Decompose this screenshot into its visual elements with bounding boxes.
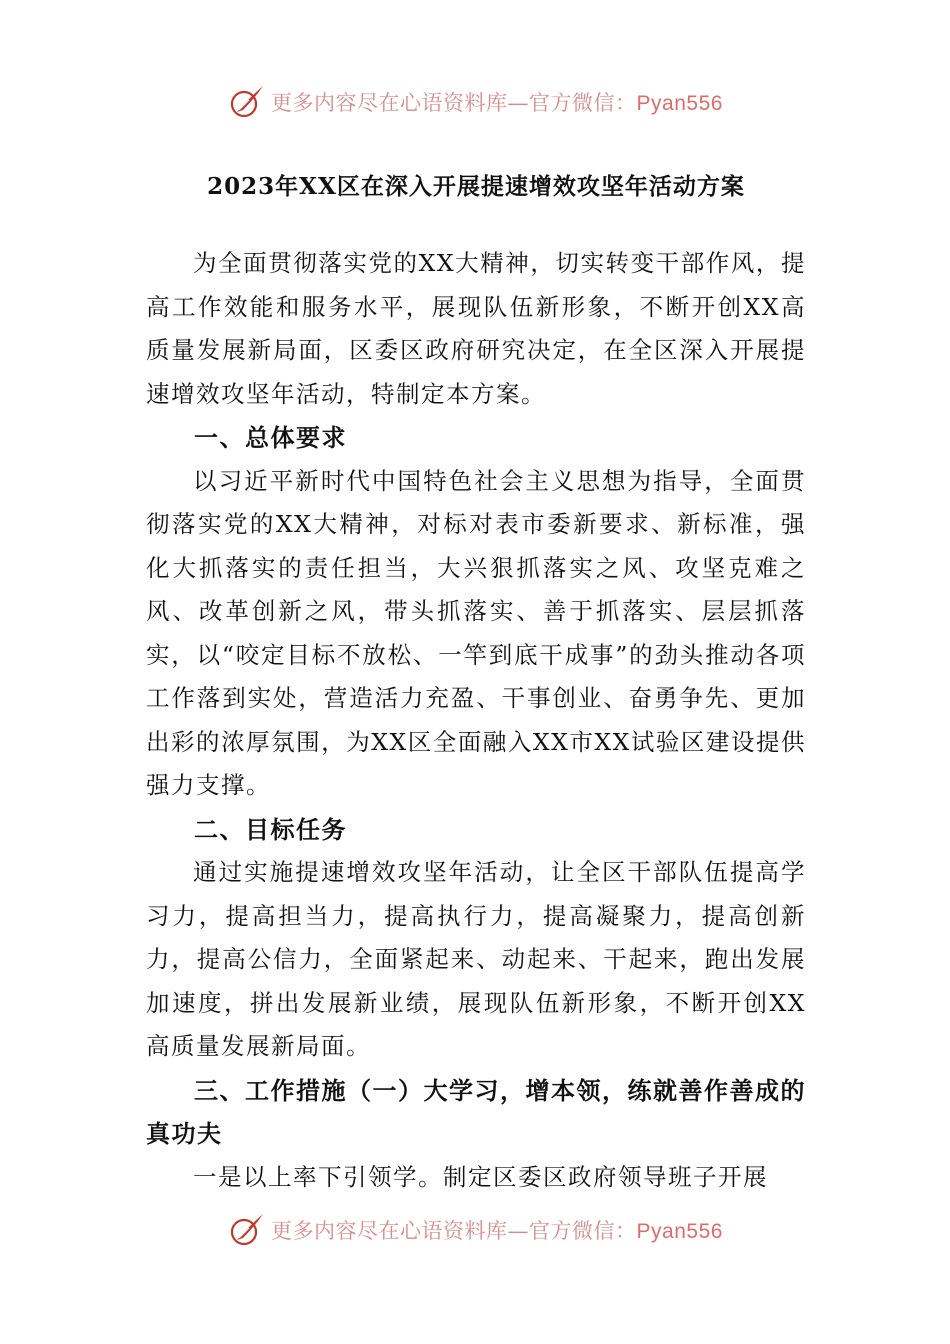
section-3-heading: 三、工作措施（一）大学习，增本领，练就善作善成的真功夫: [146, 1075, 806, 1148]
intro-paragraph: 为全面贯彻落实党的XX大精神，切实转变干部作风，提高工作效能和服务水平，展现队伍新形象，不断开创XX高质量发展新局面，区委区政府研究决定，在全区深入开展提速增效攻坚年活动，特制定本方案。: [146, 249, 806, 408]
document-body: [146, 168, 806, 1199]
header-watermark-banner: [0, 80, 950, 124]
section-1-paragraph: 以习近平新时代中国特色社会主义思想为指导，全面贯彻落实党的XX大精神，对标对表市委新要求、新标准，强化大抓落实的责任担当，大兴狠抓落实之风、攻坚克难之风、改革创新之风，带头抓落实、善于抓落实、层层抓落实，以“咬定目标不放松、一竿到底干成事”的劲头推动各项工作落到实处，营造活力充盈、干事创业、奋勇争先、更加出彩的浓厚氛围，为XX区全面融入XX市XX试验区建设提供强力支撑。: [146, 466, 806, 799]
section-2-paragraph: 通过实施提速增效攻坚年活动，让全区干部队伍提高学习力，提高担当力，提高执行力，提高凝聚力，提高创新力，提高公信力，全面紧起来、动起来、干起来，跑出发展加速度，拼出发展新业绩，展现队伍新形象，不断开创XX高质量发展新局面。: [146, 858, 806, 1060]
footer-watermark-banner: [0, 1208, 950, 1252]
section-1-heading: 一、总体要求: [194, 423, 347, 452]
quill-logo-icon: [227, 1210, 267, 1250]
watermark-text: 更多内容尽在心语资料库—官方微信：Pyan556: [271, 1219, 723, 1243]
watermark-text: 更多内容尽在心语资料库—官方微信：Pyan556: [271, 91, 723, 115]
quill-logo-icon: [227, 82, 267, 122]
section-3-paragraph: 一是以上率下引领学。制定区委区政府领导班子开展: [193, 1162, 768, 1191]
wechat-id: Pyan556: [636, 92, 723, 115]
section-2-heading: 二、目标任务: [194, 814, 347, 844]
wechat-id: Pyan556: [636, 1220, 723, 1243]
document-title: 2023年XX区在深入开展提速增效攻坚年活动方案: [207, 173, 745, 200]
